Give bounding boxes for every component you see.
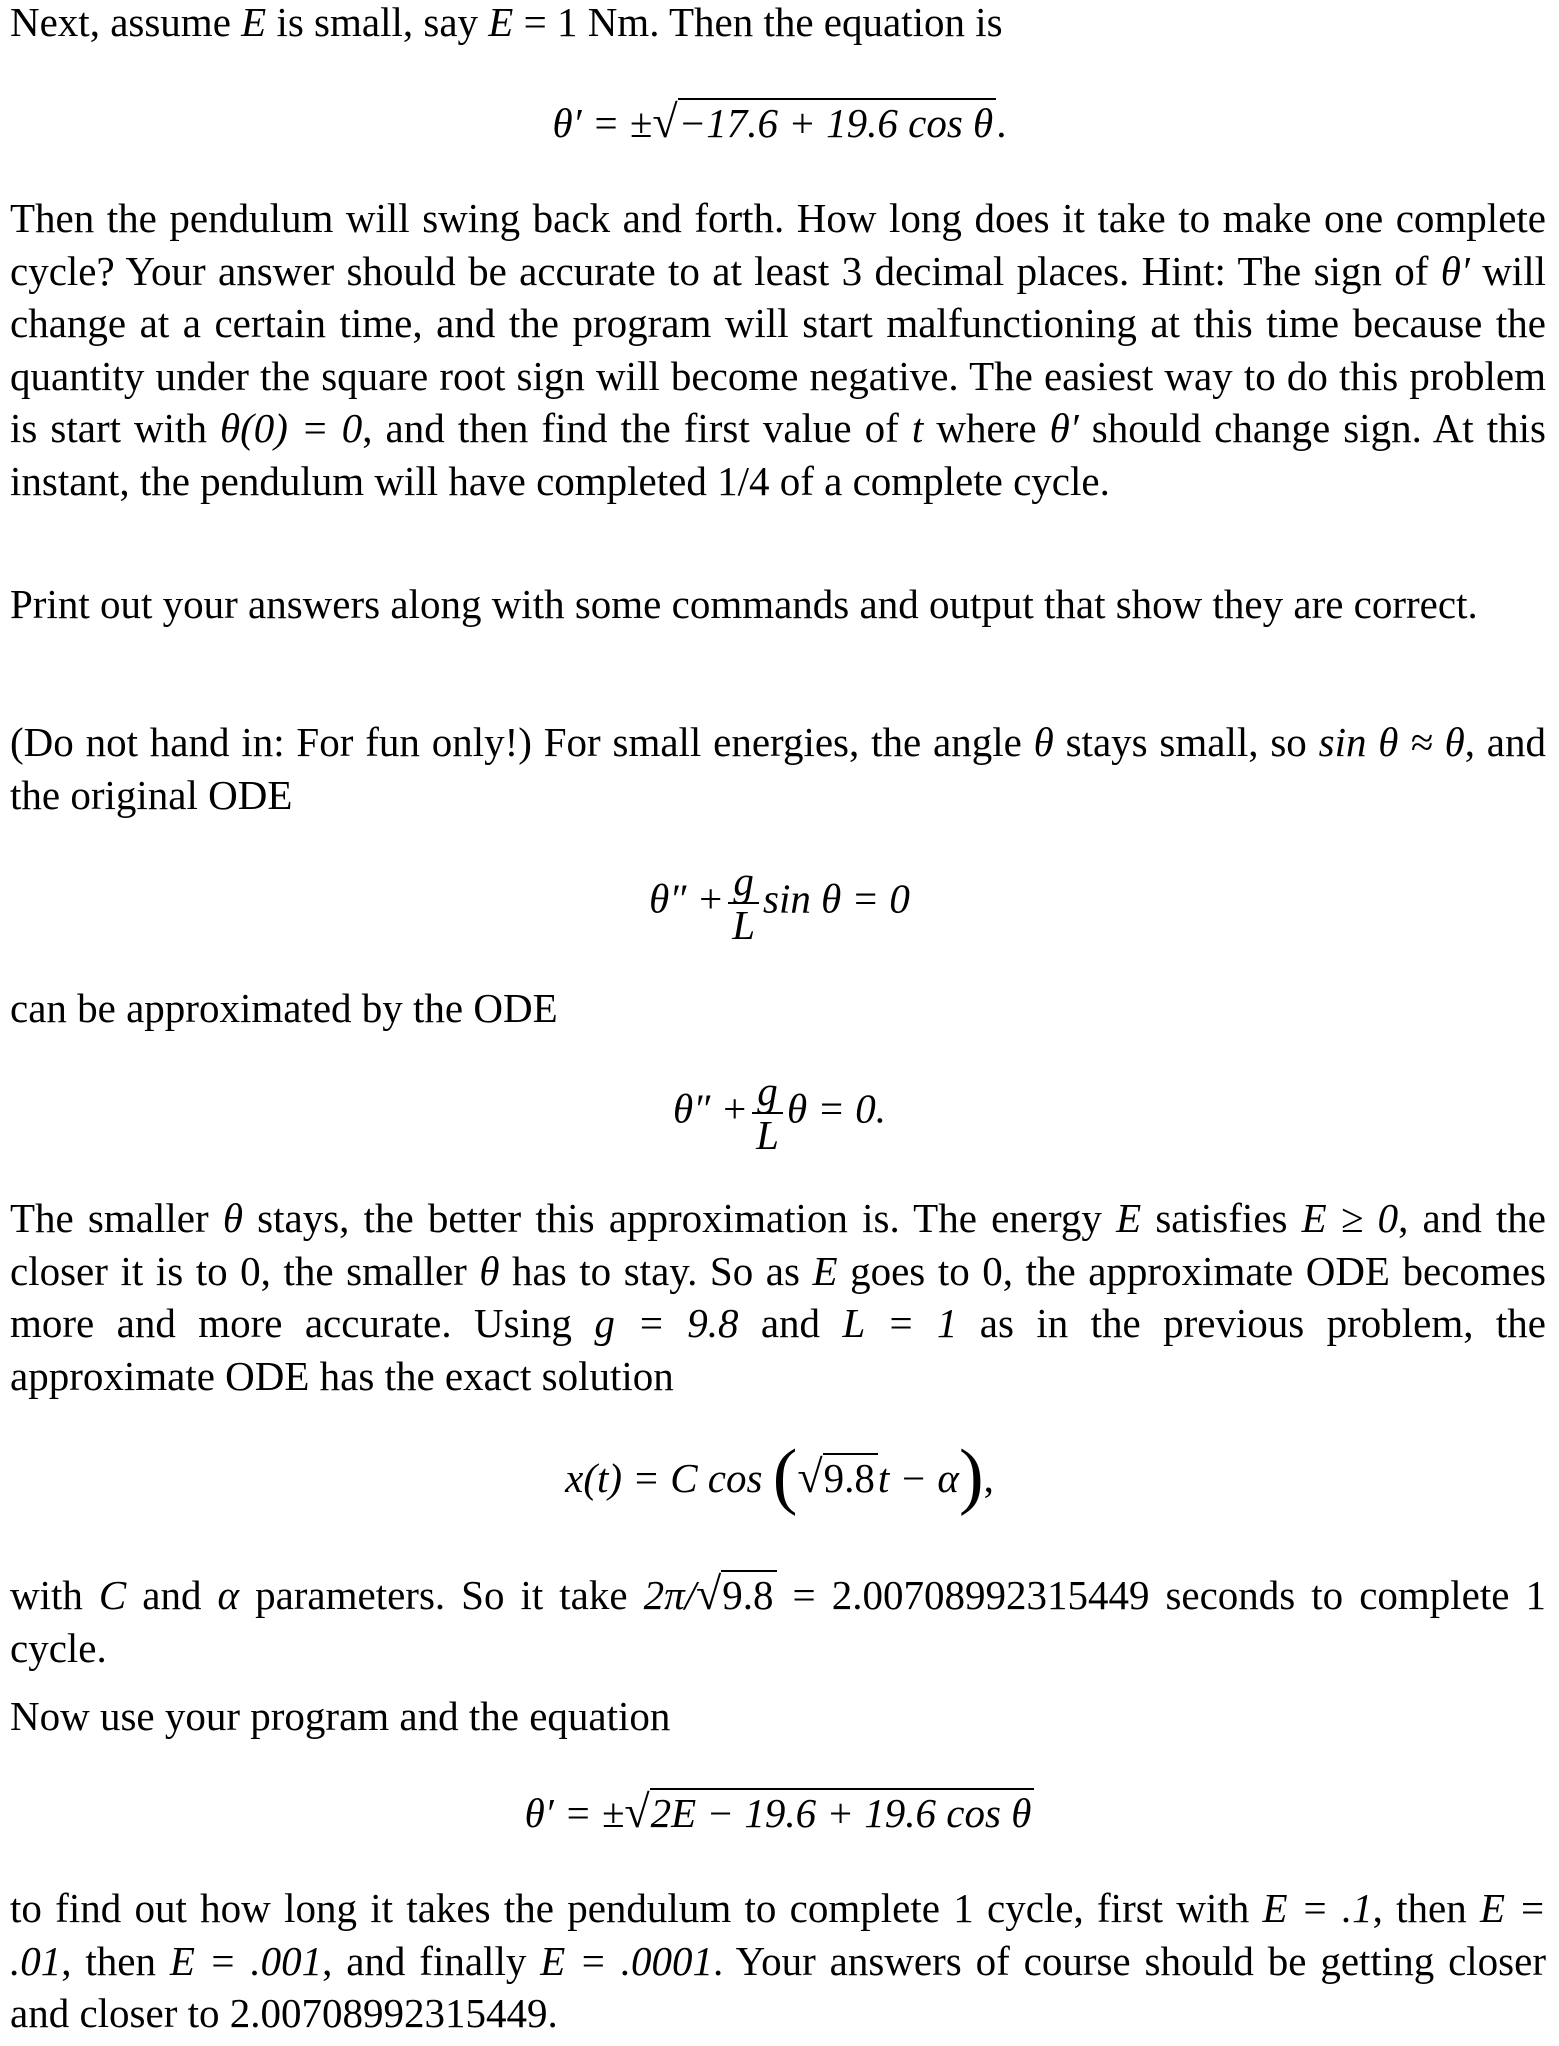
sqrt-symbol: √9.8 [797, 1451, 878, 1504]
var-e: E [241, 0, 267, 45]
equation-linear-ode: θ″ + $\frac{g}{L}$ θ = 0. [672, 1068, 886, 1158]
equation-theta-prime-general: θ′ = ±√2E − 19.6 + 19.6 cos θ [0, 1786, 1559, 1839]
paragraph-intro: Next, assume E is small, say E = 1 Nm. Then the equation is [10, 0, 1003, 45]
paragraph-period-result: with C and α parameters. So it take 2π/√9.8 = 2.00708992315449 seconds to complete 1 cycle. [10, 1568, 1546, 1671]
paragraph-approximation-accuracy: The smaller θ stays, the better this approximation is. The energy E satisfies E ≥ 0, and the closer it is to 0, the smaller θ has to stay. So as E goes to 0, the approximate ODE becomes more and more accurate. Using g = 9.8 and L = 1 as in the previous problem, the approximate ODE has the exact solution [10, 1195, 1546, 1399]
paragraph-find-cycle-times: to find out how long it takes the pendulum to complete 1 cycle, first with E = .1, then E = .01, then E = .001, and finally E = .0001. Your answers of course should be getting closer and closer to 2.00708992315449. [10, 1885, 1547, 2036]
var-e: E [488, 0, 514, 45]
paragraph-hint: Then the pendulum will swing back and forth. How long does it take to make one complete cycle? Your answer should be accurate to at least 3 decimal places. Hint: The sign of θ′ will change at a certain time, and the program will start malfunctioning at this time because the quantity under the square root sign will become negative. The easiest way to do this problem is start with θ(0) = 0, and then find the first value of t where θ′ should change sign. At this instant, the pendulum will have completed 1/4 of a complete cycle. [10, 195, 1546, 504]
fraction-g-over-l: $\frac{g}{L}$ [728, 860, 759, 946]
paragraph-print-answers: Print out your answers along with some commands and output that show they are correct. [10, 581, 1478, 627]
paragraph-now-use: Now use your program and the equation [10, 1693, 671, 1739]
sqrt-symbol: √2E − 19.6 + 19.6 cos θ [624, 1786, 1034, 1839]
fraction-g-over-l: $\frac{g}{L}$ [752, 1070, 783, 1156]
paragraph-approximated: can be approximated by the ODE [10, 985, 558, 1031]
sqrt-symbol: √9.8 [696, 1568, 777, 1622]
sqrt-symbol: √−17.6 + 19.6 cos θ [652, 96, 996, 149]
equation-original-ode: θ″ + $\frac{g}{L}$ sin θ = 0 [649, 858, 910, 948]
equation-theta-prime-small-e: θ′ = ±√−17.6 + 19.6 cos θ. [552, 96, 1007, 147]
paragraph-small-energies: (Do not hand in: For fun only!) For small energies, the angle θ stays small, so sin θ ≈ θ, and the original ODE [10, 719, 1546, 818]
equation-exact-solution: x(t) = C cos (√9.8t − α), [565, 1435, 994, 1517]
